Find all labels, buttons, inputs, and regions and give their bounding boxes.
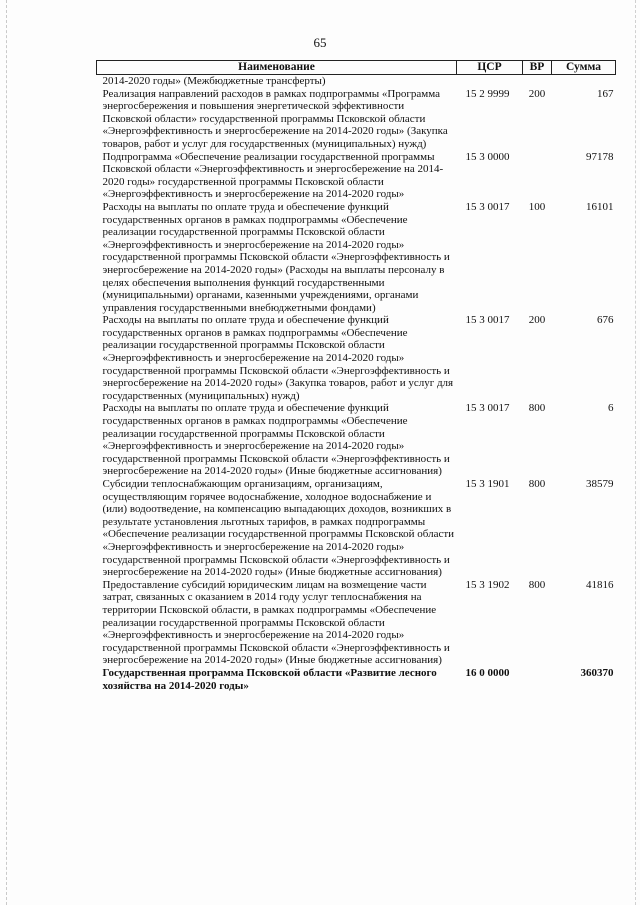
table-row (97, 151, 616, 201)
cell-csr: 16 0 0000 (465, 666, 510, 679)
cell-csr: 15 3 1902 (465, 578, 510, 591)
cell-sum: 6 (608, 402, 614, 415)
cell-vr: 100 (528, 200, 546, 213)
table-body (97, 75, 616, 693)
table-row (97, 75, 616, 88)
cell-sum: 676 (597, 314, 614, 327)
table-row (97, 201, 616, 314)
cell-name: Расходы на выплаты по оплате труда и обеспечение функций государственных органов в рамках подпрограммы «Обеспечение реализации государственной программы Псковской области «Энергоэффективность и энергосбережение на 2014-2020 годы» государственной программы Псковской области «Энергоэффективность и энергосбережение на 2014-2020 годы» (Закупка товаров, работ и услуг для государственных (муниципальных) нужд) (102, 314, 454, 402)
cell-vr (523, 151, 552, 201)
table-row (97, 579, 616, 667)
table-row (97, 402, 616, 478)
cell-name: Реализация направлений расходов в рамках подпрограммы «Программа энергосбережения и повышения энергетической эффективности Псковской области» государственной программы Псковской области «Энергоэффективность и энергосбережение на 2014-2020 годы» (Закупка товаров, работ и услуг для государственных (муниципальных) нужд) (102, 87, 448, 150)
cell-vr: 200 (528, 314, 546, 327)
cell-sum: 41816 (586, 578, 614, 591)
cell-name: Подпрограмма «Обеспечение реализации государственной программы Псковской области «Энергоэффективность и энергосбережение на 2014-2020 годы» государственной программы Псковской области «Энергоэффективность и энергосбережение на 2014-2020 годы» (102, 150, 444, 201)
cell-name: Предоставление субсидий юридическим лицам на возмещение части затрат, связанных с оказанием в 2014 году услуг теплоснабжения на территории Псковской области, в рамках подпрограммы «Обеспечение реализации государственной программы Псковской области «Энергоэффективность и энергосбережение на 2014-2020 годы» государственной программы Псковской области «Энергоэффективность и энергосбережение на 2014-2020 годы» (Иные бюджетные ассигнования) (102, 578, 450, 667)
cell-vr (523, 667, 552, 692)
scan-edge-right (635, 0, 637, 905)
header-vr: ВР (523, 61, 552, 75)
table-row (97, 314, 616, 402)
scan-edge-left (6, 0, 8, 905)
cell-sum: 38579 (586, 478, 614, 490)
header-sum: Сумма (552, 61, 616, 75)
cell-csr: 15 3 0017 (465, 402, 510, 415)
cell-vr: 800 (528, 478, 546, 490)
cell-csr: 15 3 1901 (465, 478, 510, 490)
cell-vr: 800 (528, 578, 546, 591)
table-row (97, 667, 616, 692)
table-header (97, 61, 616, 75)
cell-csr (457, 75, 523, 88)
cell-vr: 200 (528, 87, 546, 100)
cell-name: Субсидии теплоснабжающим организациям, организациям, осуществляющим горячее водоснабжение, холодное водоснабжение и (или) водоотведение, на компенсацию выпадающих доходов, возникших в результате установления льготных тарифов, в рамках подпрограммы «Обеспечение реализации государственной программы Псковской области «Энергоэффективность и энергосбережение на 2014-2020 годы» государственной программы Псковской области «Энергоэффективность и энергосбережение на 2014-2020 годы» (Иные бюджетные ассигнования) (102, 478, 455, 579)
cell-csr: 15 3 0017 (465, 200, 510, 213)
page-number: 65 (313, 35, 327, 50)
cell-name: Расходы на выплаты по оплате труда и обеспечение функций государственных органов в рамках подпрограммы «Обеспечение реализации государственной программы Псковской области «Энергоэффективность и энергосбережение на 2014-2020 годы» государственной программы Псковской области «Энергоэффективность и энергосбережение на 2014-2020 годы» (Иные бюджетные ассигнования) (102, 402, 450, 478)
cell-sum: 16101 (586, 200, 614, 213)
table-row (97, 88, 616, 151)
cell-sum: 167 (597, 87, 614, 100)
header-row (97, 61, 616, 75)
cell-csr: 15 2 9999 (465, 87, 510, 100)
cell-vr (523, 75, 552, 88)
budget-table (96, 60, 616, 692)
cell-csr: 15 3 0017 (465, 314, 510, 327)
header-name: Наименование (97, 61, 457, 75)
table-row (97, 478, 616, 579)
cell-name: Расходы на выплаты по оплате труда и обеспечение функций государственных органов в рамках подпрограммы «Обеспечение реализации государственной программы Псковской области «Энергоэффективность и энергосбережение на 2014-2020 годы» государственной программы Псковской области «Энергоэффективность и энергосбережение на 2014-2020 годы» (Расходы на выплаты персоналу в целях обеспечения выполнения функций государственными (муниципальными) органами, казенными учреждениями, органами управления государственными внебюджетными фондами) (102, 200, 450, 314)
cell-sum: 360370 (580, 666, 614, 679)
cell-csr: 15 3 0000 (465, 150, 510, 163)
cell-name: 2014-2020 годы» (Межбюджетные трансферты) (102, 75, 326, 87)
cell-name: Государственная программа Псковской области «Развитие лесного хозяйства на 2014-2020 годы» (102, 666, 437, 692)
cell-sum (552, 75, 616, 88)
cell-vr: 800 (528, 402, 546, 415)
cell-sum: 97178 (586, 150, 614, 163)
header-csr: ЦСР (457, 61, 523, 75)
